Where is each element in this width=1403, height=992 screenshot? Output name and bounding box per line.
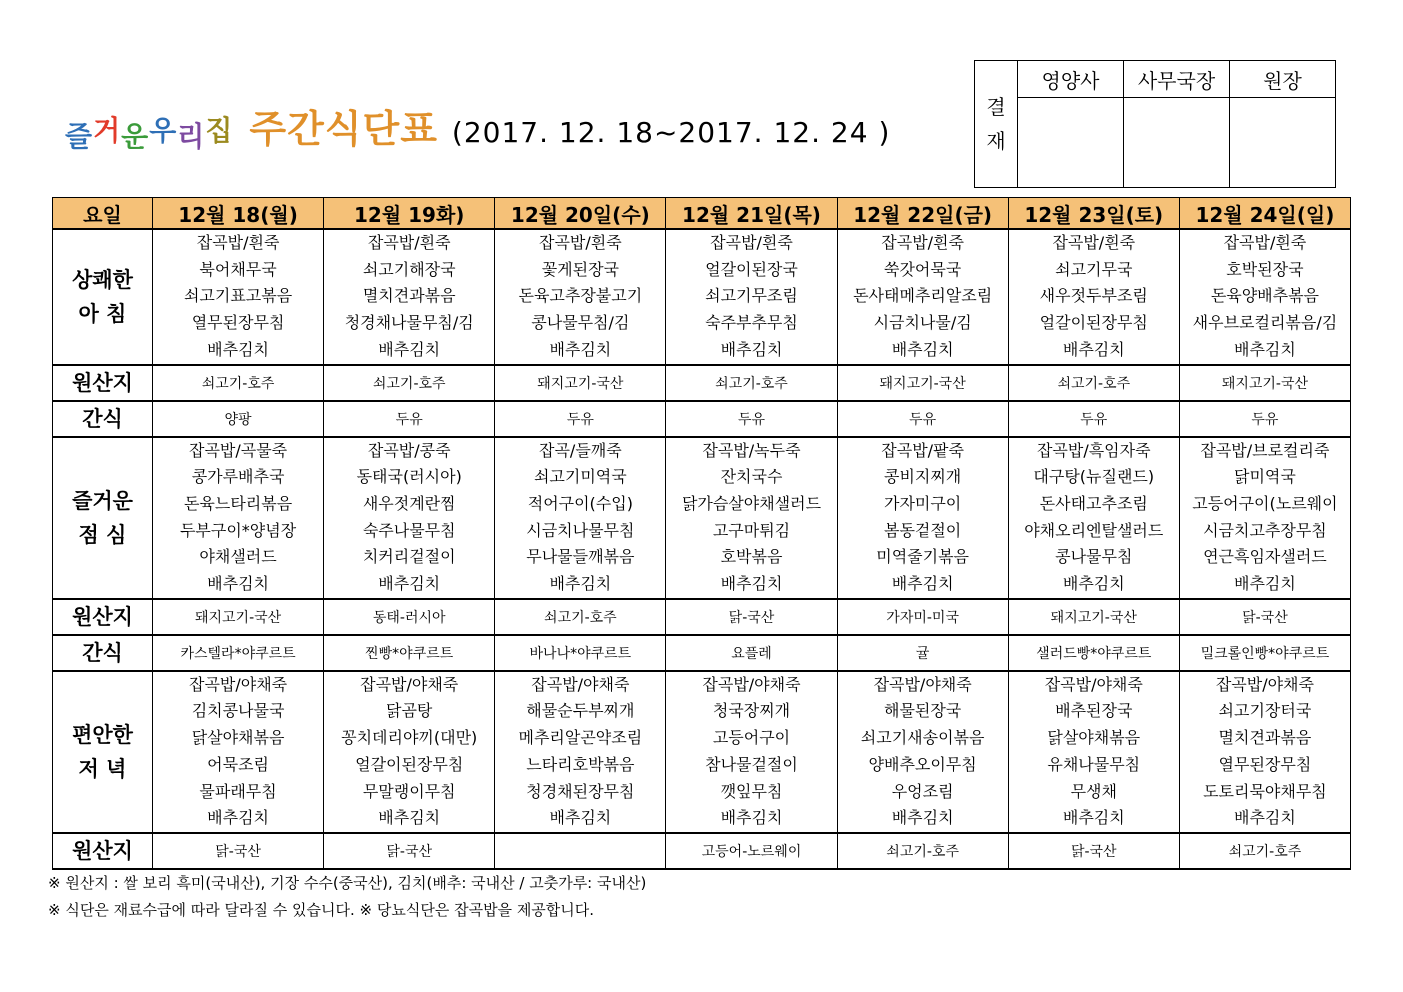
snack-cell: 두유 bbox=[324, 401, 495, 437]
brand-char: 즐 bbox=[65, 120, 94, 153]
header-row bbox=[53, 198, 1351, 230]
menu-item: 닭가슴살야채샐러드 bbox=[681, 493, 822, 513]
origin-cell bbox=[495, 833, 666, 869]
breakfast-cell-sun bbox=[1179, 229, 1350, 365]
signature-box[interactable] bbox=[1230, 98, 1336, 188]
menu-item: 닭곰탕 bbox=[386, 701, 433, 721]
breakfast-cell-sat bbox=[1008, 229, 1179, 365]
approval-box bbox=[974, 60, 1336, 188]
breakfast-cell-thu bbox=[666, 229, 837, 365]
menu-item: 메추리알곤약조림 bbox=[518, 728, 643, 748]
origin-cell: 고등어-노르웨이 bbox=[666, 833, 837, 869]
origin-cell: 쇠고기-호주 bbox=[495, 599, 666, 635]
menu-item: 잡곡밥/콩죽 bbox=[367, 440, 451, 460]
breakfast-cell-fri bbox=[837, 229, 1008, 365]
menu-item: 북어채무국 bbox=[199, 259, 277, 279]
menu-item: 잡곡밥/야채죽 bbox=[360, 674, 459, 694]
menu-item: 잡곡밥/흰죽 bbox=[1223, 233, 1307, 252]
menu-item: 물파래무침 bbox=[199, 781, 277, 801]
menu-item: 새우젓두부조림 bbox=[1039, 286, 1148, 306]
lunch-row bbox=[53, 437, 1351, 599]
menu-item: 잡곡밥/야채죽 bbox=[1044, 674, 1143, 694]
dinner-cell-sat bbox=[1008, 671, 1179, 833]
role-nutritionist: 영양사 bbox=[1018, 61, 1124, 98]
menu-item: 잡곡밥/야채죽 bbox=[531, 674, 630, 694]
menu-item: 멸치견과볶음 bbox=[362, 286, 456, 306]
role-secretary: 사무국장 bbox=[1124, 61, 1230, 98]
menu-item: 얼갈이된장무침 bbox=[355, 754, 464, 774]
menu-item: 깻잎무침 bbox=[720, 781, 783, 801]
menu-item: 닭살야채볶음 bbox=[1047, 728, 1141, 748]
menu-item: 해물순두부찌개 bbox=[526, 701, 635, 721]
dinner-cell-fri bbox=[837, 671, 1008, 833]
menu-item: 청국장찌개 bbox=[712, 701, 791, 721]
menu-item: 배추김치 bbox=[1234, 808, 1296, 828]
menu-item: 호박된장국 bbox=[1226, 259, 1304, 279]
snack-cell: 요플레 bbox=[666, 635, 837, 671]
signature-box[interactable] bbox=[1124, 98, 1230, 188]
menu-item: 시금치나물무침 bbox=[526, 520, 635, 540]
menu-item: 쇠고기무조림 bbox=[705, 286, 798, 306]
menu-item: 배추김치 bbox=[891, 808, 954, 828]
menu-item: 가자미구이 bbox=[883, 493, 962, 513]
menu-item: 배추김치 bbox=[207, 574, 269, 594]
breakfast-row bbox=[53, 229, 1351, 365]
menu-item: 잡곡밥/흑임자죽 bbox=[1036, 440, 1151, 460]
menu-item: 잡곡밥/흰죽 bbox=[539, 233, 622, 252]
dinner-cell-thu bbox=[666, 671, 837, 833]
menu-item: 무생채 bbox=[1070, 781, 1117, 801]
menu-item: 청경채된장무침 bbox=[526, 781, 635, 801]
menu-item: 야채샐러드 bbox=[199, 547, 277, 567]
snack-label: 간식 bbox=[53, 635, 153, 671]
signature-box[interactable] bbox=[1018, 98, 1124, 188]
menu-item: 잡곡밥/흰죽 bbox=[196, 233, 280, 252]
meal-label-line: 저 녁 bbox=[78, 756, 127, 781]
menu-item: 꽃게된장국 bbox=[541, 259, 619, 279]
menu-item: 배추김치 bbox=[549, 808, 612, 828]
snack-cell: 바나나*야쿠르트 bbox=[495, 635, 666, 671]
menu-item: 적어구이(수입) bbox=[527, 493, 633, 513]
menu-item: 얼갈이된장국 bbox=[705, 259, 798, 279]
menu-item: 숙주나물무침 bbox=[362, 520, 456, 540]
menu-item: 시금치나물/김 bbox=[873, 313, 972, 333]
meal-label-line: 편안한 bbox=[72, 722, 133, 747]
meal-label-line: 아 침 bbox=[78, 301, 127, 326]
menu-item: 청경채나물무침/김 bbox=[344, 313, 474, 333]
menu-item: 미역줄기볶음 bbox=[876, 547, 969, 567]
menu-item: 쑥갓어묵국 bbox=[883, 259, 962, 279]
approval-label-bottom: 재 bbox=[986, 129, 1006, 153]
menu-item: 잡곡밥/브로컬리죽 bbox=[1200, 440, 1330, 460]
snack-cell: 샐러드빵*야쿠르트 bbox=[1008, 635, 1179, 671]
day-header: 12월 18(월) bbox=[153, 198, 324, 230]
menu-item: 배추김치 bbox=[378, 574, 441, 594]
snack-cell: 두유 bbox=[1179, 401, 1350, 437]
menu-item: 잡곡밥/녹두죽 bbox=[702, 440, 801, 460]
menu-item: 돈사태메추리알조림 bbox=[853, 286, 993, 306]
brand-char: 운 bbox=[121, 120, 150, 153]
menu-item: 야채오리엔탈샐러드 bbox=[1024, 520, 1164, 540]
origin-cell: 쇠고기-호주 bbox=[666, 365, 837, 401]
breakfast-cell-tue bbox=[324, 229, 495, 365]
menu-item: 새우브로컬리볶음/김 bbox=[1192, 313, 1338, 333]
menu-item: 잡곡밥/흰죽 bbox=[710, 233, 793, 252]
brand-char: 리 bbox=[177, 120, 206, 153]
snack-cell: 두유 bbox=[837, 401, 1008, 437]
menu-item: 무나물들깨볶음 bbox=[526, 547, 635, 567]
menu-item: 쇠고기장터국 bbox=[1218, 701, 1312, 721]
dinner-cell-tue bbox=[324, 671, 495, 833]
breakfast-cell-mon bbox=[153, 229, 324, 365]
brand-char: 집 bbox=[205, 114, 234, 147]
origin-cell: 쇠고기-호주 bbox=[1179, 833, 1350, 869]
menu-item: 숙주부추무침 bbox=[705, 313, 798, 333]
breakfast-label bbox=[53, 229, 153, 365]
menu-item: 닭미역국 bbox=[1234, 467, 1296, 487]
menu-item: 해물된장국 bbox=[883, 701, 962, 721]
menu-item: 돈육고추장불고기 bbox=[518, 286, 643, 306]
origin-cell: 쇠고기-호주 bbox=[1008, 365, 1179, 401]
menu-item: 잡곡밥/야채죽 bbox=[189, 674, 288, 694]
menu-item: 배추김치 bbox=[891, 339, 954, 359]
day-column-header: 요일 bbox=[53, 198, 153, 230]
snack-cell: 두유 bbox=[666, 401, 837, 437]
origin-cell: 동태-러시아 bbox=[324, 599, 495, 635]
menu-item: 배추된장국 bbox=[1055, 701, 1133, 721]
footnotes bbox=[48, 870, 646, 924]
breakfast-origin-row bbox=[53, 365, 1351, 401]
brand-char: 우 bbox=[149, 114, 178, 147]
lunch-cell-mon bbox=[153, 437, 324, 599]
menu-item: 배추김치 bbox=[720, 339, 783, 359]
menu-item: 돈사태고추조림 bbox=[1039, 493, 1148, 513]
day-header: 12월 22일(금) bbox=[837, 198, 1008, 230]
menu-item: 멸치견과볶음 bbox=[1218, 728, 1312, 748]
approval-label bbox=[975, 61, 1018, 188]
menu-item: 고구마튀김 bbox=[712, 520, 791, 540]
lunch-cell-tue bbox=[324, 437, 495, 599]
menu-item: 우엉조림 bbox=[891, 781, 954, 801]
origin-label: 원산지 bbox=[53, 599, 153, 635]
menu-item: 돈육느타리볶음 bbox=[183, 493, 293, 513]
dinner-cell-wed bbox=[495, 671, 666, 833]
menu-item: 열무된장무침 bbox=[1218, 754, 1312, 774]
menu-item: 콩나물무침/김 bbox=[531, 313, 630, 333]
dinner-row bbox=[53, 671, 1351, 833]
day-header: 12월 24일(일) bbox=[1179, 198, 1350, 230]
menu-item: 꽁치데리야끼(대만) bbox=[341, 728, 478, 748]
origin-cell: 돼지고기-국산 bbox=[1008, 599, 1179, 635]
afternoon-snack-row bbox=[53, 635, 1351, 671]
role-director: 원장 bbox=[1230, 61, 1336, 98]
origin-cell: 쇠고기-호주 bbox=[153, 365, 324, 401]
menu-item: 잡곡밥/흰죽 bbox=[881, 233, 964, 252]
day-header: 12월 19화) bbox=[324, 198, 495, 230]
origin-cell: 닭-국산 bbox=[666, 599, 837, 635]
menu-item: 두부구이*양념장 bbox=[179, 520, 297, 540]
day-header: 12월 21일(목) bbox=[666, 198, 837, 230]
menu-item: 콩나물무침 bbox=[1055, 547, 1133, 567]
lunch-cell-sat bbox=[1008, 437, 1179, 599]
menu-item: 배추김치 bbox=[1062, 574, 1125, 594]
menu-item: 열무된장무침 bbox=[191, 313, 285, 333]
menu-item: 잡곡밥/흰죽 bbox=[1052, 233, 1136, 252]
snack-cell: 밀크롤인빵*야쿠르트 bbox=[1179, 635, 1350, 671]
menu-item: 대구탕(뉴질랜드) bbox=[1033, 467, 1155, 487]
menu-item: 배추김치 bbox=[549, 574, 612, 594]
morning-snack-row bbox=[53, 401, 1351, 437]
menu-item: 배추김치 bbox=[207, 808, 269, 828]
menu-item: 양배추오이무침 bbox=[868, 754, 977, 774]
meal-label-line: 점 심 bbox=[78, 522, 127, 547]
dinner-origin-row bbox=[53, 833, 1351, 869]
menu-item: 배추김치 bbox=[1234, 574, 1296, 594]
brand-char: 거 bbox=[93, 114, 122, 147]
origin-label: 원산지 bbox=[53, 365, 153, 401]
dinner-cell-sun bbox=[1179, 671, 1350, 833]
menu-item: 잡곡밥/야채죽 bbox=[1215, 674, 1314, 694]
menu-item: 잡곡밥/흰죽 bbox=[367, 233, 451, 252]
menu-item: 콩가루배추국 bbox=[191, 467, 285, 487]
menu-item: 돈육양배추볶음 bbox=[1210, 286, 1320, 306]
brand-logo bbox=[65, 111, 233, 151]
menu-item: 배추김치 bbox=[378, 808, 441, 828]
origin-cell: 돼지고기-국산 bbox=[495, 365, 666, 401]
meal-label-line: 즐거운 bbox=[72, 488, 133, 513]
menu-item: 잔치국수 bbox=[720, 467, 783, 487]
menu-item: 쇠고기해장국 bbox=[362, 259, 456, 279]
snack-label: 간식 bbox=[53, 401, 153, 437]
meal-label-line: 상쾌한 bbox=[72, 267, 133, 292]
origin-cell: 닭-국산 bbox=[1008, 833, 1179, 869]
lunch-origin-row bbox=[53, 599, 1351, 635]
weekly-menu-table bbox=[52, 197, 1351, 870]
snack-cell: 찐빵*야쿠르트 bbox=[324, 635, 495, 671]
day-header: 12월 23일(토) bbox=[1008, 198, 1179, 230]
menu-item: 쇠고기표고볶음 bbox=[183, 286, 293, 306]
menu-item: 호박볶음 bbox=[720, 547, 783, 567]
dinner-label bbox=[53, 671, 153, 833]
lunch-label bbox=[53, 437, 153, 599]
footnote: ※ 식단은 재료수급에 따라 달라질 수 있습니다. ※ 당뇨식단은 잡곡밥을 제공합니다. bbox=[48, 901, 595, 919]
origin-cell: 쇠고기-호주 bbox=[837, 833, 1008, 869]
menu-item: 배추김치 bbox=[378, 339, 441, 359]
origin-label: 원산지 bbox=[53, 833, 153, 869]
menu-item: 잡곡밥/곡물죽 bbox=[189, 440, 288, 460]
date-range: (2017. 12. 18~2017. 12. 24 ) bbox=[451, 116, 891, 149]
lunch-cell-wed bbox=[495, 437, 666, 599]
menu-item: 동태국(러시아) bbox=[356, 467, 462, 487]
menu-item: 배추김치 bbox=[1062, 808, 1125, 828]
menu-item: 잡곡/들깨죽 bbox=[539, 440, 622, 460]
menu-item: 쇠고기새송이볶음 bbox=[860, 728, 985, 748]
menu-item: 잡곡밥/팥죽 bbox=[881, 440, 964, 460]
menu-item: 배추김치 bbox=[1234, 339, 1296, 359]
lunch-cell-fri bbox=[837, 437, 1008, 599]
menu-item: 연근흑임자샐러드 bbox=[1203, 547, 1327, 567]
menu-item: 유채나물무침 bbox=[1047, 754, 1141, 774]
menu-item: 배추김치 bbox=[549, 339, 612, 359]
menu-item: 배추김치 bbox=[720, 808, 783, 828]
approval-label-top: 결 bbox=[986, 95, 1006, 119]
origin-cell: 돼지고기-국산 bbox=[837, 365, 1008, 401]
origin-cell: 돼지고기-국산 bbox=[1179, 365, 1350, 401]
day-header: 12월 20일(수) bbox=[495, 198, 666, 230]
menu-item: 도토리묵야채무침 bbox=[1203, 781, 1327, 801]
origin-cell: 돼지고기-국산 bbox=[153, 599, 324, 635]
snack-cell: 양팡 bbox=[153, 401, 324, 437]
menu-item: 참나물겉절이 bbox=[705, 754, 798, 774]
origin-cell: 닭-국산 bbox=[153, 833, 324, 869]
breakfast-cell-wed bbox=[495, 229, 666, 365]
dinner-cell-mon bbox=[153, 671, 324, 833]
lunch-cell-sun bbox=[1179, 437, 1350, 599]
page-header bbox=[65, 98, 891, 153]
snack-cell: 두유 bbox=[495, 401, 666, 437]
origin-cell: 닭-국산 bbox=[1179, 599, 1350, 635]
lunch-cell-thu bbox=[666, 437, 837, 599]
menu-item: 어묵조림 bbox=[207, 754, 269, 774]
menu-item: 봄동겉절이 bbox=[883, 520, 962, 540]
footnote: ※ 원산지 : 쌀 보리 흑미(국내산), 기장 수수(중국산), 김치(배추: 국내산 / 고춧가루: 국내산) bbox=[48, 874, 647, 892]
page-title: 주간식단표 bbox=[249, 107, 438, 151]
menu-item: 느타리호박볶음 bbox=[526, 754, 635, 774]
menu-item: 얼갈이된장무침 bbox=[1039, 313, 1148, 333]
menu-item: 배추김치 bbox=[1062, 339, 1125, 359]
menu-item: 배추김치 bbox=[891, 574, 954, 594]
menu-item: 콩비지찌개 bbox=[883, 467, 962, 487]
origin-cell: 가자미-미국 bbox=[837, 599, 1008, 635]
menu-item: 고등어구이 bbox=[712, 728, 791, 748]
menu-item: 닭살야채볶음 bbox=[191, 728, 285, 748]
menu-item: 고등어구이(노르웨이 bbox=[1192, 493, 1338, 513]
origin-cell: 쇠고기-호주 bbox=[324, 365, 495, 401]
menu-item: 쇠고기무국 bbox=[1055, 259, 1133, 279]
menu-item: 새우젓계란찜 bbox=[362, 493, 456, 513]
menu-item: 치커리겉절이 bbox=[362, 547, 456, 567]
menu-item: 배추김치 bbox=[720, 574, 783, 594]
snack-cell: 귤 bbox=[837, 635, 1008, 671]
menu-item: 김치콩나물국 bbox=[191, 701, 285, 721]
menu-item: 시금치고추장무침 bbox=[1203, 520, 1327, 540]
snack-cell: 카스텔라*야쿠르트 bbox=[153, 635, 324, 671]
menu-item: 잡곡밥/야채죽 bbox=[873, 674, 972, 694]
menu-item: 쇠고기미역국 bbox=[533, 467, 627, 487]
menu-item: 잡곡밥/야채죽 bbox=[702, 674, 801, 694]
snack-cell: 두유 bbox=[1008, 401, 1179, 437]
menu-item: 배추김치 bbox=[207, 339, 269, 359]
menu-item: 무말랭이무침 bbox=[362, 781, 456, 801]
origin-cell: 닭-국산 bbox=[324, 833, 495, 869]
